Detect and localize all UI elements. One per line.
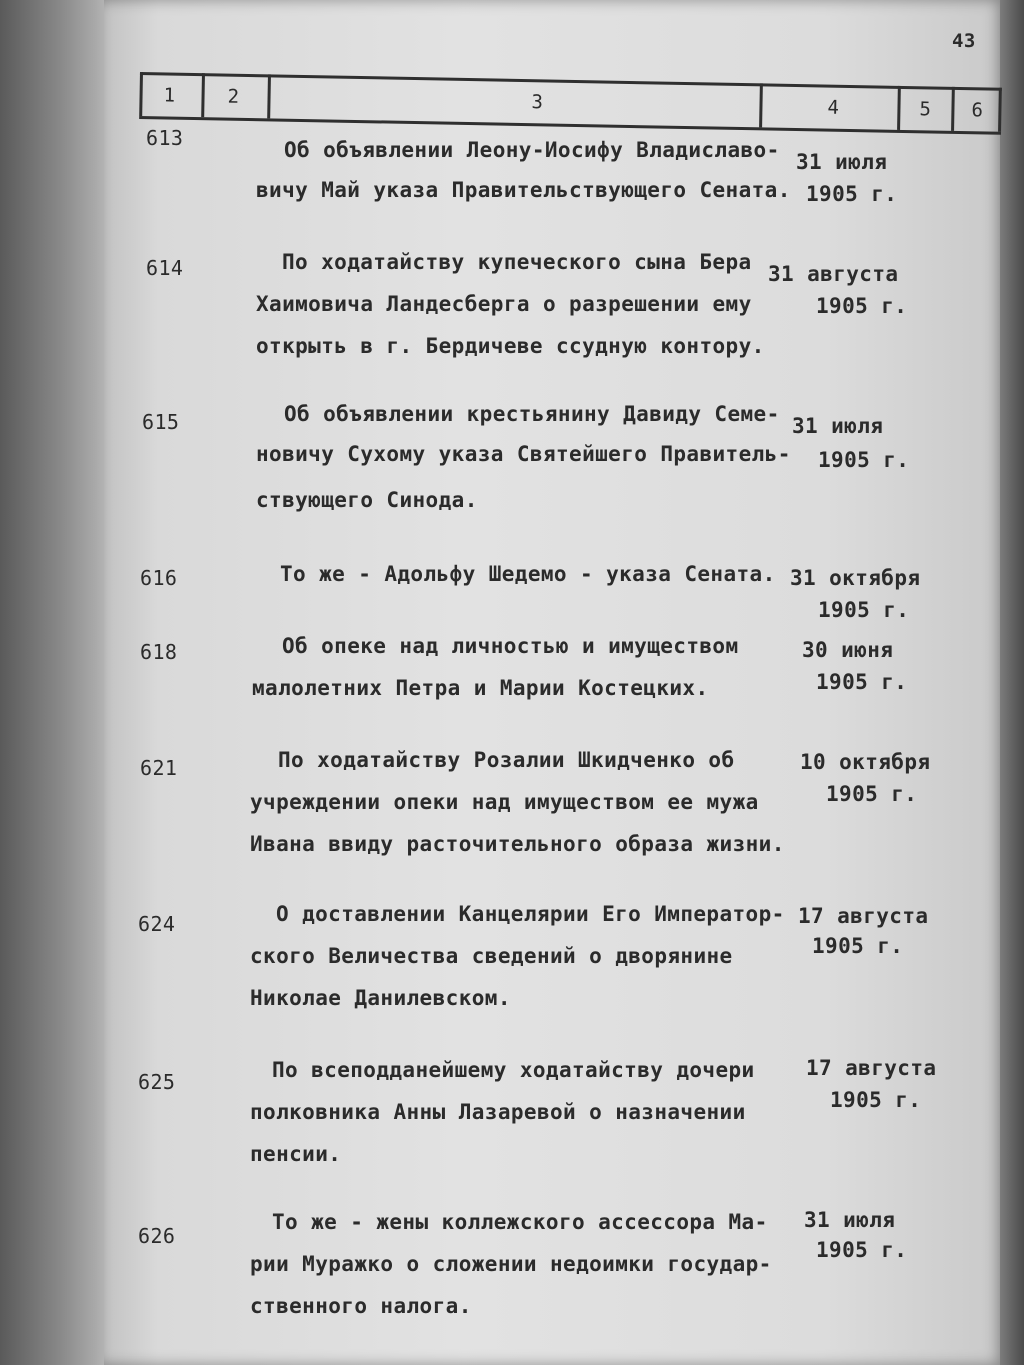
entry-text-line: рии Муражко о сложении недоимки государ- bbox=[250, 1252, 772, 1276]
header-divider bbox=[201, 73, 205, 117]
column-number-4: 4 bbox=[827, 96, 840, 119]
header-bottom-rule bbox=[139, 116, 1001, 135]
entry-text-line: открыть в г. Бердичеве ссудную контору. bbox=[256, 334, 765, 358]
entry-date-day: 31 июля bbox=[804, 1208, 896, 1232]
entry-date-day: 31 июля bbox=[796, 150, 888, 174]
entry-text-line: По ходатайству купеческого сына Бера bbox=[282, 250, 752, 274]
entry-text-line: Об объявлении Леону-Иосифу Владиславо- bbox=[284, 138, 780, 162]
entry-date-year: 1905 г. bbox=[816, 1238, 908, 1262]
header-divider bbox=[998, 88, 1002, 132]
entry-date-day: 31 июля bbox=[792, 414, 884, 438]
column-number-5: 5 bbox=[919, 98, 932, 121]
entry-date-day: 30 июня bbox=[802, 638, 894, 662]
entry-date-day: 31 августа bbox=[768, 262, 899, 286]
entry-text-line: полковника Анны Лазаревой о назначении bbox=[250, 1100, 746, 1124]
header-divider bbox=[897, 86, 901, 130]
entry-number: 621 bbox=[140, 756, 178, 780]
entry-text-line: По всеподданейшему ходатайству дочери bbox=[272, 1058, 755, 1082]
header-divider bbox=[139, 72, 143, 116]
entry-text-line: Об объявлении крестьянину Давиду Семе- bbox=[284, 402, 780, 426]
entry-text-line: ского Величества сведений о дворянине bbox=[250, 944, 733, 968]
entry-date-day: 17 августа bbox=[806, 1056, 937, 1080]
entry-number: 618 bbox=[140, 640, 178, 664]
right-page-edge bbox=[1000, 0, 1024, 1365]
entry-text-line: Хаимовича Ландесберга о разрешении ему bbox=[256, 292, 752, 316]
entry-text-line: учреждении опеки над имуществом ее мужа bbox=[250, 790, 759, 814]
entry-date-day: 10 октября bbox=[800, 750, 931, 774]
entry-text-line: О доставлении Канцелярии Его Император- bbox=[276, 902, 785, 926]
entry-text-line: вичу Май указа Правительствующего Сената. bbox=[256, 178, 791, 202]
column-number-3: 3 bbox=[531, 91, 544, 114]
entry-text-line: Ивана ввиду расточительного образа жизни. bbox=[250, 832, 785, 856]
header-divider bbox=[759, 83, 763, 127]
column-number-6: 6 bbox=[971, 99, 984, 122]
entry-date-year: 1905 г. bbox=[816, 294, 908, 318]
entry-number: 625 bbox=[138, 1070, 176, 1094]
entry-text-line: ствующего Синода. bbox=[256, 488, 478, 512]
entry-text-line: Об опеке над личностью и имуществом bbox=[282, 634, 739, 658]
entry-date-year: 1905 г. bbox=[826, 782, 918, 806]
entry-number: 614 bbox=[146, 256, 184, 280]
entry-date-year: 1905 г. bbox=[830, 1088, 922, 1112]
entry-text-line: По ходатайству Розалии Шкидченко об bbox=[278, 748, 735, 772]
entry-date-year: 1905 г. bbox=[816, 670, 908, 694]
entry-text-line: пенсии. bbox=[250, 1142, 342, 1166]
header-divider bbox=[951, 87, 955, 131]
entry-number: 613 bbox=[146, 126, 184, 150]
entry-text-line: Николае Данилевском. bbox=[250, 986, 511, 1010]
entry-date-day: 31 октября bbox=[790, 566, 921, 590]
entry-number: 616 bbox=[140, 566, 178, 590]
entry-date-year: 1905 г. bbox=[818, 598, 910, 622]
entry-date-year: 1905 г. bbox=[812, 934, 904, 958]
entry-date-day: 17 августа bbox=[798, 904, 929, 928]
entry-number: 615 bbox=[142, 410, 180, 434]
entry-number: 626 bbox=[138, 1224, 176, 1248]
entry-text-line: То же - жены коллежского ассессора Ма- bbox=[272, 1210, 768, 1234]
entry-text-line: То же - Адольфу Шедемо - указа Сената. bbox=[280, 562, 776, 586]
entry-text-line: новичу Сухому указа Святейшего Правитель- bbox=[256, 442, 791, 466]
entry-date-year: 1905 г. bbox=[806, 182, 898, 206]
book-binding bbox=[0, 0, 112, 1365]
entry-text-line: малолетних Петра и Марии Костецких. bbox=[252, 676, 709, 700]
column-number-1: 1 bbox=[163, 84, 176, 107]
page-number: 43 bbox=[952, 30, 976, 52]
entry-text-line: ственного налога. bbox=[250, 1294, 472, 1318]
header-divider bbox=[267, 74, 271, 118]
column-number-2: 2 bbox=[227, 85, 240, 108]
entry-date-year: 1905 г. bbox=[818, 448, 910, 472]
entry-number: 624 bbox=[138, 912, 176, 936]
